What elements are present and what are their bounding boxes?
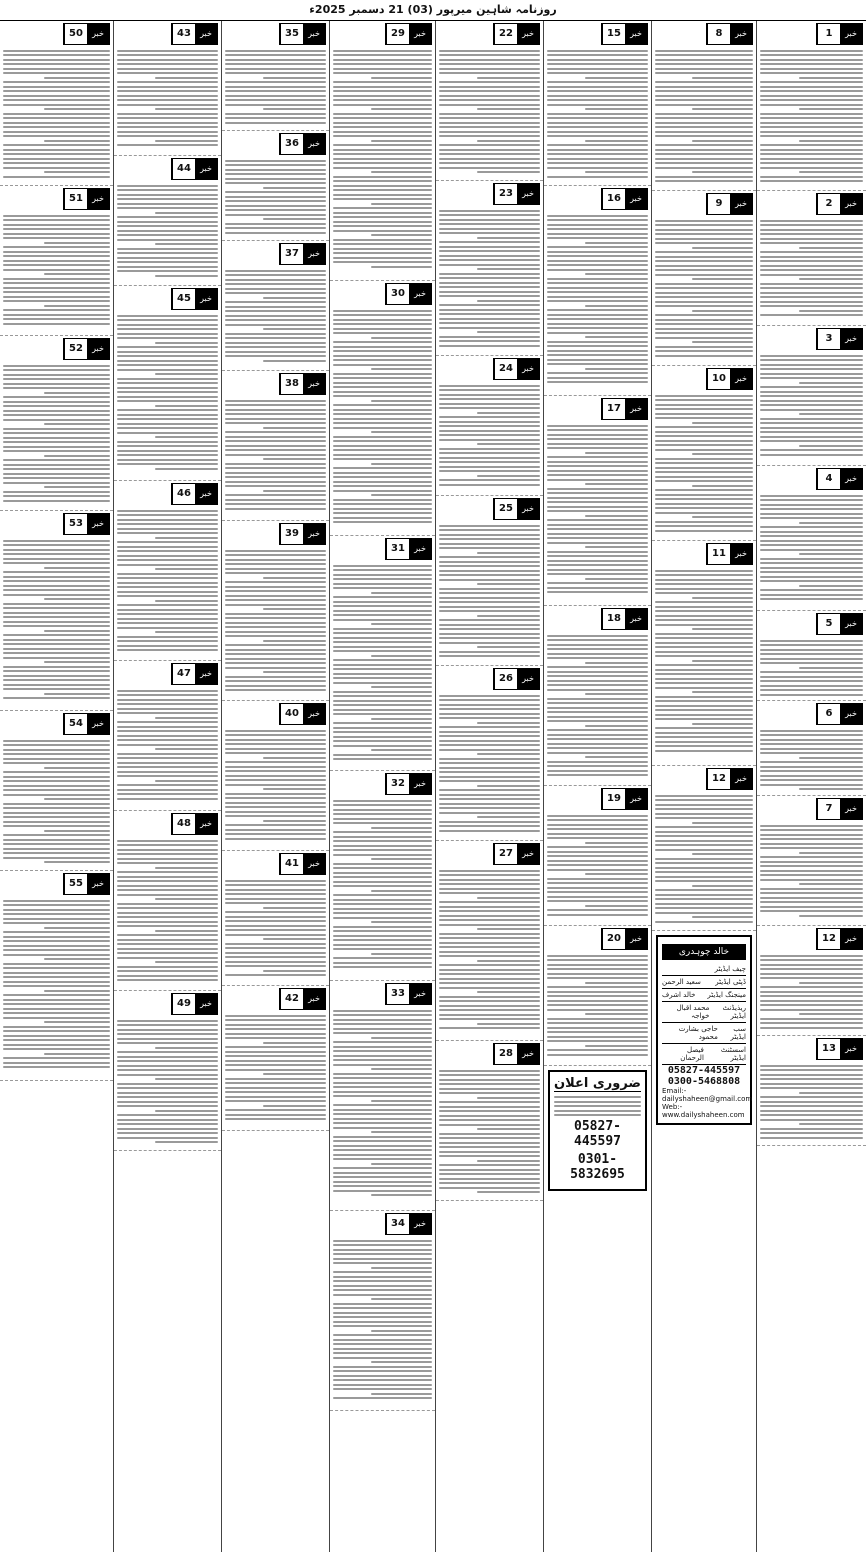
item-number-badge [279,988,326,1010]
item-number-badge [63,23,110,45]
item-label: خبر [409,24,431,44]
item-number: 40 [280,704,303,724]
item-number-badge [279,23,326,45]
item-number: 20 [602,929,625,949]
item-number-badge [171,993,218,1015]
article-text-lines [333,538,432,760]
article-text-lines [117,483,218,651]
item-label: خبر [87,874,109,894]
item-number: 10 [707,369,730,389]
item-number: 1 [817,24,840,44]
news-item [544,926,651,1066]
item-number-badge [385,773,432,795]
item-label: خبر [409,984,431,1004]
news-item [757,796,866,926]
item-label: خبر [517,499,539,519]
item-number: 17 [602,399,625,419]
news-item [0,511,113,711]
article-text-lines [655,368,753,532]
news-item [544,21,651,186]
chief-editor-name: خالد چوہدری [662,944,746,960]
item-label: خبر [195,814,217,834]
item-number: 54 [64,714,87,734]
news-item [330,1211,435,1411]
article-text-lines [117,813,218,981]
item-number-badge [171,288,218,310]
item-label: خبر [840,1039,862,1059]
news-item [757,326,866,466]
article-text-lines [439,843,540,1029]
news-item [544,606,651,786]
item-number-badge [816,613,863,635]
item-number: 55 [64,874,87,894]
item-label: خبر [517,844,539,864]
staff-name: سعید الرحمن [662,978,701,986]
item-number: 2 [817,194,840,214]
item-number-badge [63,873,110,895]
item-label: خبر [409,1214,431,1234]
item-number: 52 [64,339,87,359]
item-label: خبر [517,1044,539,1064]
item-number-badge [279,523,326,545]
item-label: خبر [625,24,647,44]
item-number: 25 [494,499,517,519]
staff-phone: 0300-5468808 [667,1076,741,1087]
item-number: 8 [707,24,730,44]
item-number-badge [816,23,863,45]
item-number: 19 [602,789,625,809]
article-text-lines [439,668,540,832]
news-item [0,871,113,1081]
news-item [330,771,435,981]
news-item [544,186,651,396]
staff-row [662,989,746,1002]
item-number-badge [493,183,540,205]
item-number: 27 [494,844,517,864]
item-label: خبر [625,609,647,629]
item-number-badge [385,23,432,45]
item-number-badge [63,188,110,210]
article-text-lines [225,523,326,691]
news-item [436,356,543,496]
item-number-badge [816,798,863,820]
item-label: خبر [195,664,217,684]
item-number: 12 [817,929,840,949]
staff-role: اسسٹنٹ ایڈیٹر [720,1046,746,1062]
item-number-badge [816,703,863,725]
item-number-badge [493,843,540,865]
item-label: خبر [840,614,862,634]
news-item [757,611,866,701]
news-item [222,701,329,851]
news-item [757,466,866,611]
news-item [114,661,221,811]
item-number: 30 [386,284,409,304]
column-2 [651,21,756,1552]
news-item [652,541,756,766]
item-number: 12 [707,769,730,789]
article-text-lines [655,23,753,182]
item-number-badge [63,338,110,360]
item-number: 38 [280,374,303,394]
item-number-badge [816,1038,863,1060]
item-label: خبر [87,24,109,44]
item-number: 45 [172,289,195,309]
item-number-badge [601,398,648,420]
column-8 [0,21,113,1552]
masthead: روزنامہ شاہین میرپور (03) 21 دسمبر 2025ء [0,0,866,21]
item-number-badge [493,1043,540,1065]
article-text-lines [3,23,110,178]
item-label: خبر [87,714,109,734]
news-item [544,396,651,606]
item-number: 24 [494,359,517,379]
item-number: 47 [172,664,195,684]
article-text-lines [439,1043,540,1193]
item-number: 39 [280,524,303,544]
item-number: 44 [172,159,195,179]
article-text-lines [117,288,218,470]
item-number: 32 [386,774,409,794]
news-item [222,131,329,241]
item-number-badge [816,928,863,950]
item-label: خبر [730,369,752,389]
item-number: 11 [707,544,730,564]
article-text-lines [547,398,648,593]
staff-role: چیف ایڈیٹر [714,965,746,973]
item-number-badge [816,468,863,490]
item-number-badge [601,608,648,630]
item-label: خبر [517,359,539,379]
column-5 [329,21,435,1552]
article-text-lines [547,188,648,383]
item-label: خبر [195,289,217,309]
item-label: خبر [840,24,862,44]
item-number-badge [171,663,218,685]
staff-row [662,1044,746,1065]
news-item [436,181,543,356]
item-number-badge [279,853,326,875]
item-label: خبر [625,399,647,419]
notice-title: ضروری اعلان [554,1076,641,1091]
item-number-badge [385,983,432,1005]
item-number: 31 [386,539,409,559]
item-number-badge [279,373,326,395]
news-item [0,711,113,871]
article-text-lines [547,608,648,776]
item-label: خبر [730,769,752,789]
news-item [222,851,329,986]
column-3 [543,21,651,1552]
item-number-badge [63,513,110,535]
item-number-badge [385,538,432,560]
article-text-lines [333,23,432,268]
article-text-lines [3,713,110,863]
item-label: خبر [303,374,325,394]
item-label: خبر [87,514,109,534]
item-number: 33 [386,984,409,1004]
article-text-lines [439,23,540,173]
staff-role: مینجنگ ایڈیٹر [707,991,746,999]
item-label: خبر [409,284,431,304]
item-label: خبر [517,669,539,689]
item-label: خبر [303,134,325,154]
item-label: خبر [303,704,325,724]
item-number-badge [601,23,648,45]
item-number: 9 [707,194,730,214]
item-label: خبر [840,329,862,349]
item-label: خبر [625,929,647,949]
item-label: خبر [409,774,431,794]
item-number: 28 [494,1044,517,1064]
item-number-badge [279,133,326,155]
news-item [330,281,435,536]
news-item [757,191,866,326]
item-number: 29 [386,24,409,44]
item-number-badge [63,713,110,735]
item-number-badge [816,193,863,215]
item-number: 50 [64,24,87,44]
item-label: خبر [195,159,217,179]
news-item [436,841,543,1041]
column-4 [435,21,543,1552]
article-text-lines [439,183,540,347]
item-number: 3 [817,329,840,349]
item-label: خبر [195,24,217,44]
staff-row [662,963,746,976]
article-text-lines [439,498,540,657]
item-label: خبر [517,24,539,44]
item-number: 4 [817,469,840,489]
article-text-lines [655,543,753,752]
item-number: 46 [172,484,195,504]
column-1 [756,21,866,1552]
article-text-lines [547,23,648,178]
column-7 [113,21,221,1552]
item-number-badge [279,703,326,725]
article-text-lines [3,338,110,502]
item-number: 23 [494,184,517,204]
staff-box [656,935,752,1125]
column-6 [221,21,329,1552]
news-item [652,191,756,366]
item-number-badge [171,483,218,505]
item-number: 22 [494,24,517,44]
item-number: 35 [280,24,303,44]
news-columns [0,21,866,1552]
news-item [114,991,221,1151]
item-number: 15 [602,24,625,44]
notice-phone: 0301-5832695 [570,1152,625,1182]
item-number: 41 [280,854,303,874]
staff-phone: 05827-445597 [667,1065,741,1076]
news-item [757,21,866,191]
item-number: 49 [172,994,195,1014]
item-number: 48 [172,814,195,834]
staff-row [662,1023,746,1044]
news-item [114,156,221,286]
news-item [222,371,329,521]
article-text-lines [117,993,218,1143]
item-label: خبر [303,989,325,1009]
article-text-lines [333,773,432,968]
news-item [757,926,866,1036]
item-number: 53 [64,514,87,534]
item-label: خبر [303,524,325,544]
item-number-badge [171,813,218,835]
item-number-badge [385,1213,432,1235]
item-number: 6 [817,704,840,724]
news-item [757,1036,866,1146]
item-number-badge [493,23,540,45]
item-number: 5 [817,614,840,634]
item-number-badge [493,358,540,380]
article-text-lines [655,768,753,923]
news-item [652,366,756,541]
item-label: خبر [625,189,647,209]
item-number: 26 [494,669,517,689]
email-text: Email:- dailyshaheen@gmail.com [662,1087,753,1103]
news-item [114,481,221,661]
news-item [114,21,221,156]
staff-role: ڈپٹی ایڈیٹر [715,978,746,986]
item-number-badge [601,188,648,210]
item-label: خبر [840,469,862,489]
article-text-lines [333,283,432,523]
item-number: 42 [280,989,303,1009]
item-number-badge [706,23,753,45]
item-label: خبر [303,24,325,44]
news-item [0,21,113,186]
item-label: خبر [517,184,539,204]
item-label: خبر [195,994,217,1014]
item-number-badge [279,243,326,265]
news-item [0,186,113,336]
news-item [436,666,543,841]
item-number-badge [385,283,432,305]
article-text-lines [3,513,110,699]
notice-phone: 05827-445597 [574,1119,621,1149]
item-number: 36 [280,134,303,154]
item-label: خبر [730,544,752,564]
news-item [436,1041,543,1201]
item-number: 18 [602,609,625,629]
item-number: 37 [280,244,303,264]
news-item [222,21,329,131]
article-text-lines [333,983,432,1196]
item-label: خبر [87,189,109,209]
news-item [222,986,329,1131]
staff-name: محمد اقبال خواجہ [676,1004,710,1020]
item-label: خبر [303,854,325,874]
article-text-lines [760,23,863,182]
article-text-lines [655,193,753,357]
item-number-badge [601,788,648,810]
item-label: خبر [409,539,431,559]
news-item [0,336,113,511]
news-item [544,786,651,926]
item-label: خبر [87,339,109,359]
item-number-badge [816,328,863,350]
news-item [114,811,221,991]
item-label: خبر [303,244,325,264]
item-number-badge [706,193,753,215]
item-number: 7 [817,799,840,819]
news-item [330,981,435,1211]
item-label: خبر [625,789,647,809]
item-number-badge [706,368,753,390]
item-label: خبر [840,929,862,949]
news-item [757,701,866,796]
item-number: 43 [172,24,195,44]
item-label: خبر [730,194,752,214]
staff-role: ریذیڈنٹ ایڈیٹر [722,1004,746,1020]
staff-name: خالد اشرف [662,991,696,999]
news-item [330,536,435,771]
news-item [652,766,756,931]
website-text: Web:-www.dailyshaheen.com [662,1103,745,1119]
item-label: خبر [840,194,862,214]
news-item [436,496,543,666]
item-number: 34 [386,1214,409,1234]
item-number: 51 [64,189,87,209]
item-label: خبر [730,24,752,44]
news-item [330,21,435,281]
item-number-badge [706,768,753,790]
news-item [436,21,543,181]
item-number: 13 [817,1039,840,1059]
article-text-lines [3,873,110,1068]
news-item [114,286,221,481]
item-number: 16 [602,189,625,209]
item-number-badge [171,23,218,45]
item-number-badge [493,498,540,520]
item-number-badge [706,543,753,565]
important-notice [548,1070,647,1191]
staff-name: حاجی بشارت محمود [678,1025,718,1041]
item-number-badge [171,158,218,180]
article-text-lines [333,1213,432,1399]
news-item [222,241,329,371]
item-label: خبر [840,704,862,724]
staff-row [662,976,746,989]
item-label: خبر [840,799,862,819]
item-label: خبر [195,484,217,504]
staff-row [662,1002,746,1023]
staff-role: سب ایڈیٹر [730,1025,746,1041]
staff-name: فیصل الرحمان [680,1046,704,1062]
news-item [652,21,756,191]
item-number-badge [601,928,648,950]
item-number-badge [493,668,540,690]
news-item [222,521,329,701]
